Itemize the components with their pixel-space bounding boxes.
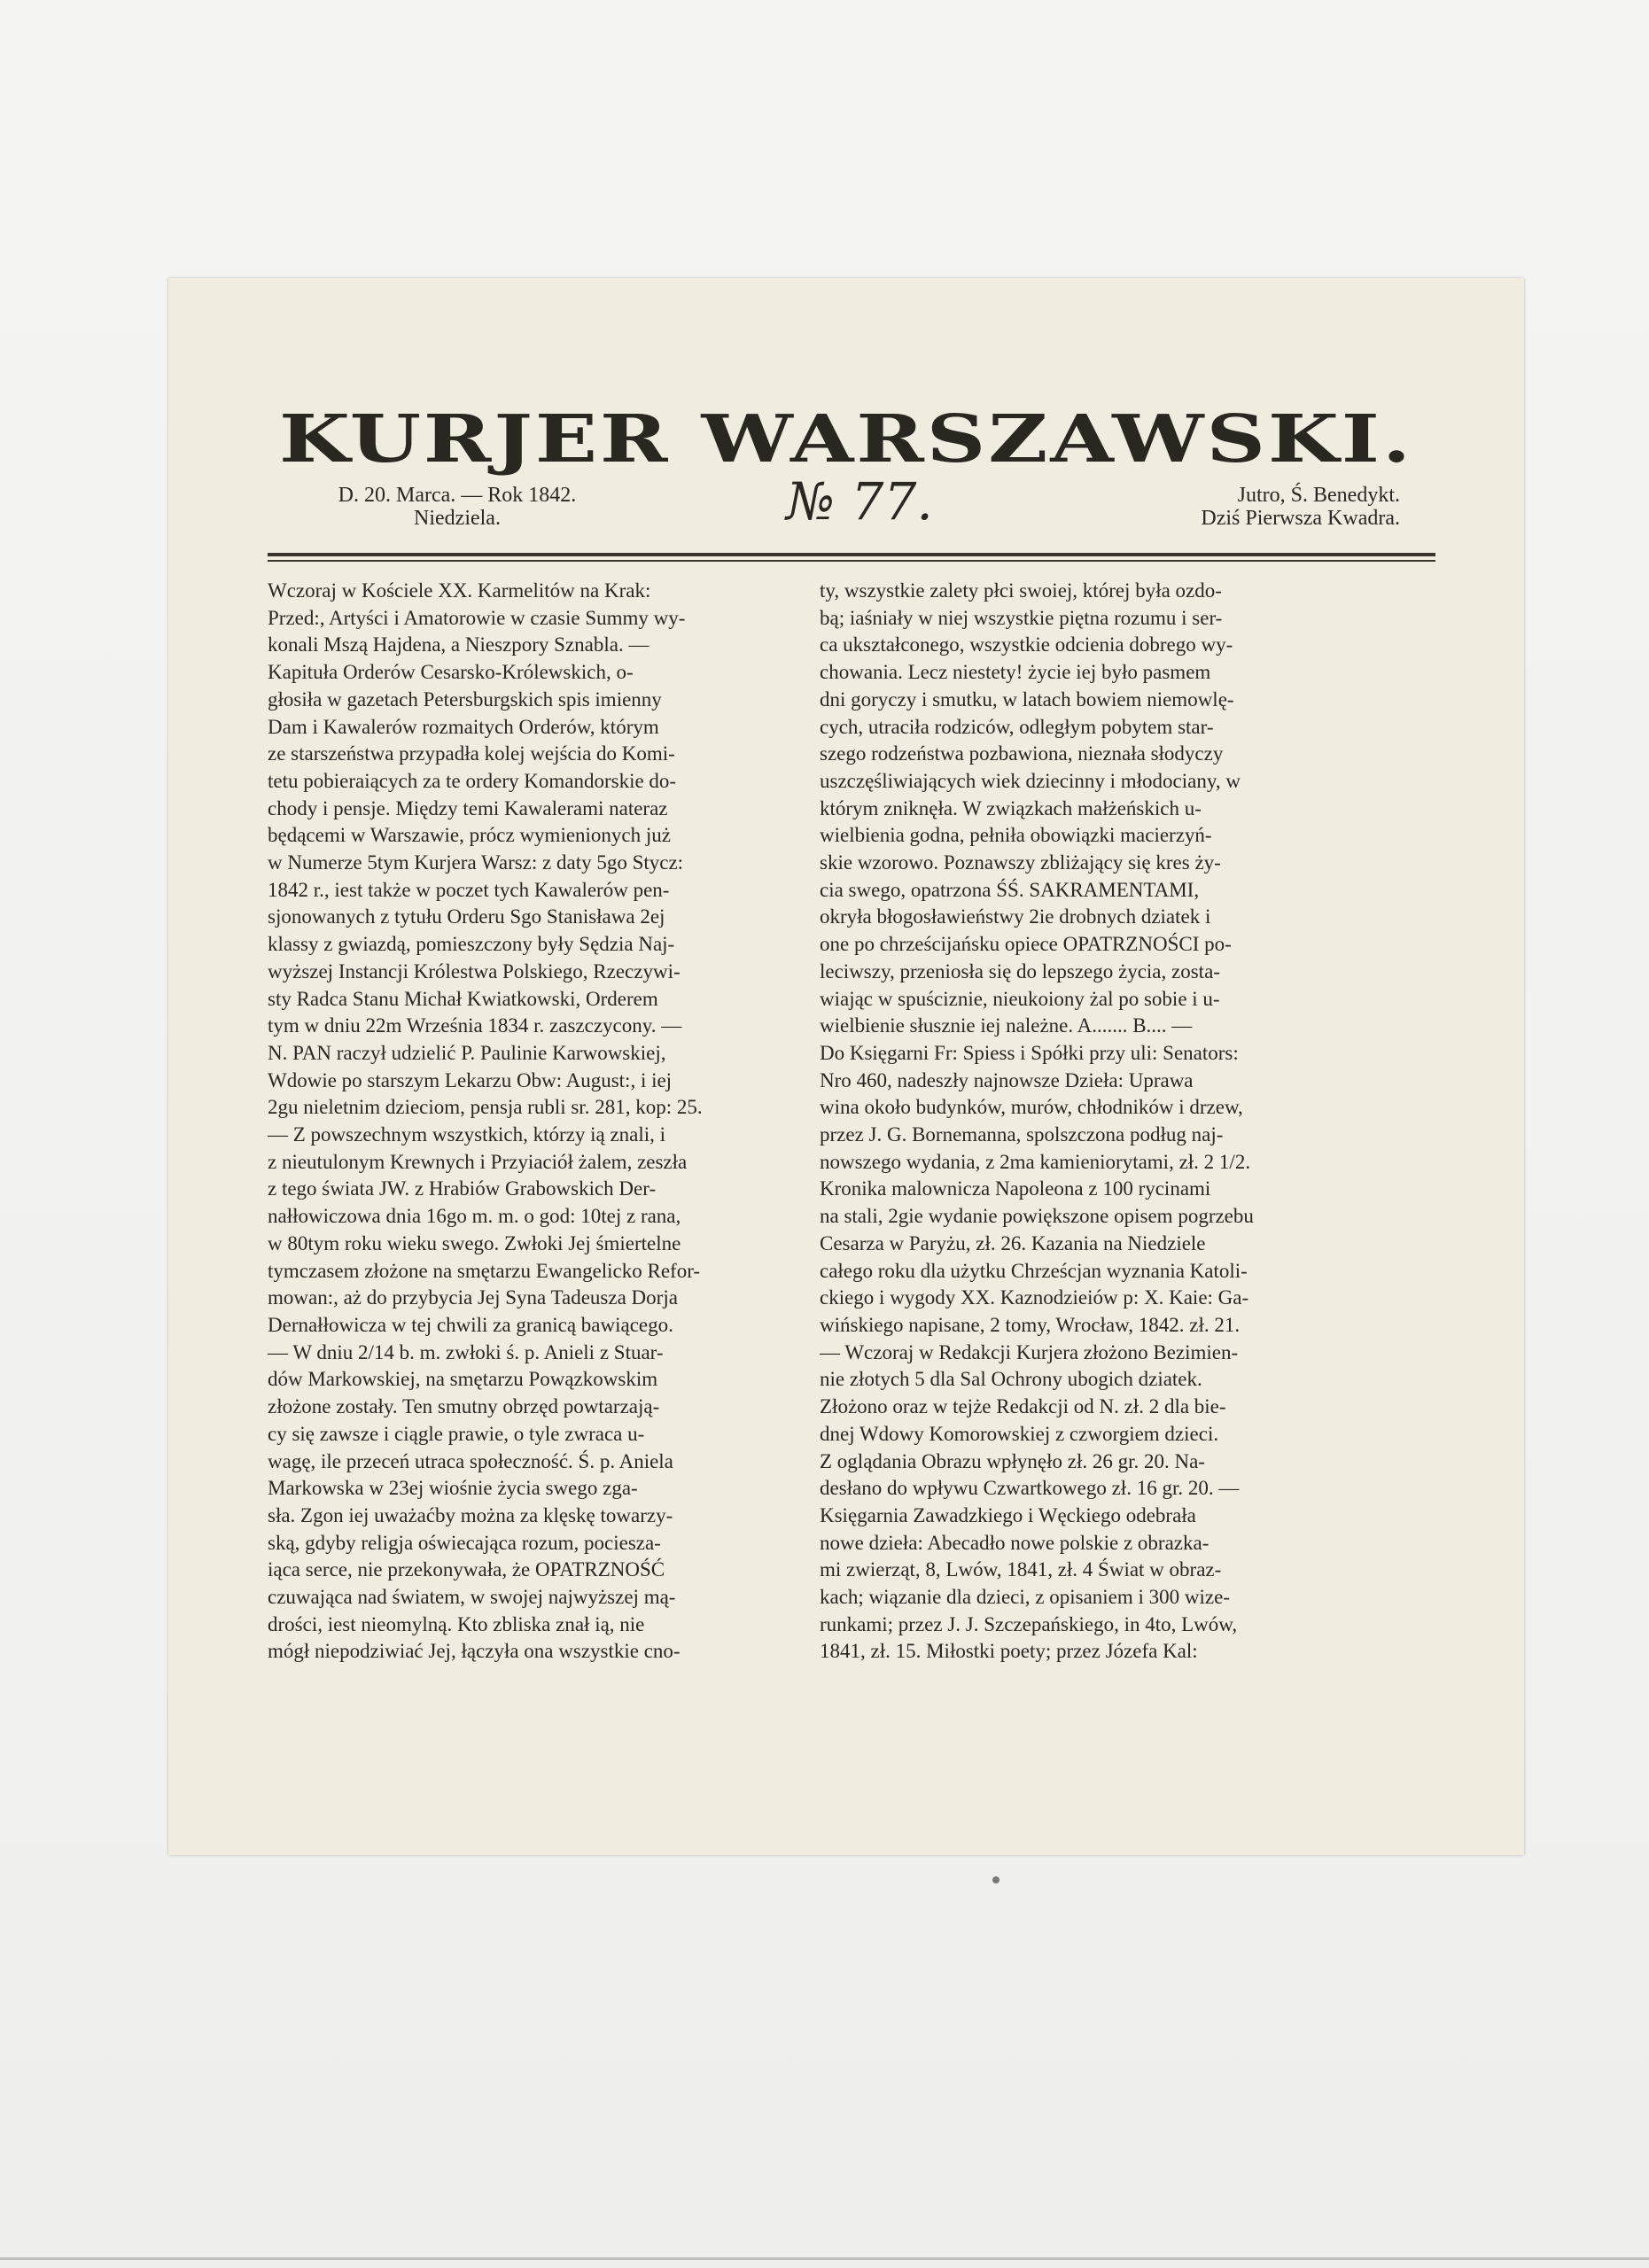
text-line: desłano do wpływu Czwartkowego zł. 16 gr. 20. — [820,1477,1240,1500]
text-line: dów Markowskiej, na smętarzu Powązkowskim [268,1368,658,1391]
text-line: Cesarza w Paryżu, zł. 26. Kazania na Niedziele [820,1231,1206,1254]
right-column [820,578,1360,1666]
feast-line: Jutro, Ś. Benedykt. [1237,484,1400,507]
text-line: w Numerze 5tym Kurjera Warsz: z daty 5go Stycz: [268,851,684,874]
text-line: chody i pensje. Między temi Kawalerami nateraz [268,796,668,819]
text-line: mowan:, aż do przybycia Jej Syna Tadeusza Dorja [268,1286,678,1309]
text-line: z tego świata JW. z Hrabiów Grabowskich Der- [268,1177,657,1200]
date-block [289,484,626,530]
text-line: cy się zawsze i ciągle prawie, o tyle zwraca u- [268,1422,645,1445]
text-line: Wdowie po starszym Lekarzu Obw: August:, i iej [268,1068,673,1091]
text-line: nowe dzieła: Abecadło nowe polskie z obrazka- [820,1531,1210,1554]
text-line: Markowska w 23ej wiośnie życia swego zga- [268,1477,638,1500]
left-column [268,578,808,1666]
text-line: tetu pobieraiących za te ordery Komandorskie do- [268,769,677,792]
text-line: 1842 r., iest także w poczet tych Kawalerów pen- [268,878,670,901]
text-line: sty Radca Stanu Michał Kwiatkowski, Orderem [268,987,658,1010]
text-line: nie złotych 5 dla Sal Ochrony ubogich dziatek. [820,1368,1202,1391]
text-line: kach; wiązanie dla dzieci, z opisaniem i 300 wize- [820,1586,1230,1609]
scan-edge [0,2257,1649,2260]
text-line: będącemi w Warszawie, prócz wymienionych już [268,824,671,847]
text-line: w 80tym roku wieku swego. Zwłoki Jej śmiertelne [268,1231,681,1254]
text-line: 2gu nieletnim dzieciom, pensja rubli sr. 281, kop: 25. [268,1096,703,1119]
text-line: ty, wszystkie zalety płci swoiej, której była ozdo- [820,579,1222,602]
text-line: wińskiego napisane, 2 tomy, Wrocław, 1842. zł. 21. [820,1313,1241,1336]
text-line: Dernałłowicza w tej chwili za granicą bawiącego. [268,1313,673,1336]
text-line: czuwająca nad światem, w swojej najwyższej mą- [268,1586,676,1609]
text-line: uszczęśliwiających wiek dziecinny i młodociany, w [820,769,1241,792]
text-line: nowszego wydania, z 2ma kamieniorytami, zł. 2 1/2. [820,1150,1251,1173]
text-line: 1841, zł. 15. Miłostki poety; przez Józefa Kal: [820,1640,1198,1663]
text-line: Kapituła Orderów Cesarsko-Królewskich, o- [268,661,634,684]
text-line: złożone zostały. Ten smutny obrzęd powtarzają- [268,1395,660,1418]
text-line: N. PAN raczył udzielić P. Paulinie Karwowskiej, [268,1041,666,1064]
text-line: szego rodzeństwa pozbawiona, nieznała słodyczy [820,742,1224,765]
text-line: Nro 460, nadeszły najnowsze Dzieła: Uprawa [820,1068,1194,1091]
text-line: wiając w spuściznie, nieukoiony żal po sobie i u- [820,987,1220,1010]
text-line: na stali, 2gie wydanie powiększone opisem pogrzebu [820,1205,1254,1228]
text-line: — W dniu 2/14 b. m. zwłoki ś. p. Anieli z Stuar- [268,1340,664,1363]
text-line: wielbienie słusznie iej należne. A....... B.... — [820,1014,1193,1037]
text-line: Złożono oraz w tejże Redakcji od N. zł. 2 dla bie- [820,1395,1226,1418]
text-line: Wczoraj w Kościele XX. Karmelitów na Krak: [268,579,651,602]
calendar-block [1028,484,1400,530]
masthead-rule [268,553,1435,562]
text-line: z nieutulonym Krewnych i Przyiaciół żalem, zeszła [268,1150,688,1173]
text-line: sjonowanych z tytułu Orderu Sgo Stanisława 2ej [268,905,665,928]
text-line: Do Księgarni Fr: Spiess i Spółki przy uli: Senators: [820,1041,1239,1064]
text-line: tym w dniu 22m Września 1834 r. zaszczycony. — [268,1014,682,1037]
text-line: wagę, ile przeceń utraca społeczność. Ś. p. Aniela [268,1449,673,1472]
text-line: wielbienia godna, pełniła obowiązki macierzyń- [820,824,1212,847]
text-line: wina około budynków, murów, chłodników i drzew, [820,1096,1243,1119]
weekday: Niedziela. [414,507,501,530]
text-line: głosiła w gazetach Petersburgskich spis imienny [268,687,662,711]
text-line: nałłowiczowa dnia 16go m. m. o god: 10tej z rana, [268,1205,681,1228]
text-line: przez J. G. Bornemanna, spolszczona podług naj- [820,1123,1224,1146]
moon-line: Dziś Pierwsza Kwadra. [1201,507,1400,530]
text-line: runkami; przez J. J. Szczepańskiego, in 4to, Lwów, [820,1612,1238,1635]
text-line: Księgarnia Zawadzkiego i Węckiego odebrała [820,1503,1196,1526]
text-line: ckiego i wygody XX. Kaznodzieiów p: X. Kaie: Ga- [820,1286,1249,1309]
text-line: ze starszeństwa przypadła kolej wejścia do Komi- [268,742,675,765]
text-line: leciwszy, przeniosła się do lepszego życia, zosta- [820,959,1220,983]
text-line: cych, utraciła rodziców, odległym pobytem star- [820,715,1214,738]
text-line: ską, gdyby religja oświecająca rozum, pociesza- [268,1531,661,1554]
text-line: którym zniknęła. W związkach małżeńskich u- [820,796,1202,819]
text-line: sła. Zgon iej uważaćby można za klęskę towarzy- [268,1503,673,1526]
newspaper-page [168,278,1524,1855]
text-line: konali Mszą Hajdena, a Nieszpory Sznabla. — [268,633,649,656]
text-line: okryła błogosławieństwy 2ie drobnych dziatek i [820,905,1211,928]
issue-number: № 77. [786,471,933,532]
text-line: całego roku dla użytku Chrześcjan wyznania Katoli- [820,1259,1248,1282]
text-line: tymczasem złożone na smętarzu Ewangelicko Refor- [268,1259,701,1282]
text-line: bą; iaśniały w niej wszystkie piętna rozumu i ser- [820,606,1223,629]
text-line: mi zwierząt, 8, Lwów, 1841, zł. 4 Świat w obraz- [820,1558,1222,1581]
text-line: dni goryczy i smutku, w latach bowiem niemowlę- [820,687,1234,711]
text-line: Dam i Kawalerów rozmaitych Orderów, którym [268,715,659,738]
text-line: — Wczoraj w Redakcji Kurjera złożono Bezimien- [820,1340,1239,1363]
text-line: Przed:, Artyści i Amatorowie w czasie Summy wy- [268,606,686,629]
text-line: klassy z gwiazdą, pomieszczony były Sędzia Naj- [268,933,675,956]
date-line: D. 20. Marca. — Rok 1842. [338,484,577,507]
text-line: chowania. Lecz niestety! życie iej było pasmem [820,661,1211,684]
text-line: iąca serce, nie przekonywała, że OPATRZNOŚĆ [268,1558,665,1581]
text-line: mógł niepodziwiać Jej, łączyła ona wszystkie cno- [268,1640,681,1663]
text-line: Kronika malownicza Napoleona z 100 rycinami [820,1177,1211,1200]
text-line: ca ukształconego, wszystkie odcienia dobrego wy- [820,633,1233,656]
text-line: — Z powszechnym wszystkich, którzy ią znali, i [268,1123,666,1146]
scan-dust-speck [992,1876,1000,1884]
text-line: wyższej Instancji Królestwa Polskiego, Rzeczywi- [268,959,681,983]
newspaper-title: KURJER WARSZAWSKI. [279,400,1413,478]
text-line: dnej Wdowy Komorowskiej z czworgiem dzieci. [820,1422,1219,1445]
text-line: drości, iest nieomylną. Kto zbliska znał ią, nie [268,1612,645,1635]
text-line: one po chrześcijańsku opiece OPATRZNOŚCI po- [820,933,1232,956]
text-line: cia swego, opatrzona ŚŚ. SAKRAMENTAMI, [820,878,1200,901]
text-line: skie wzorowo. Poznawszy zbliżający się kres ży- [820,851,1221,874]
text-line: Z oglądania Obrazu wpłynęło zł. 26 gr. 20. Na- [820,1449,1205,1472]
